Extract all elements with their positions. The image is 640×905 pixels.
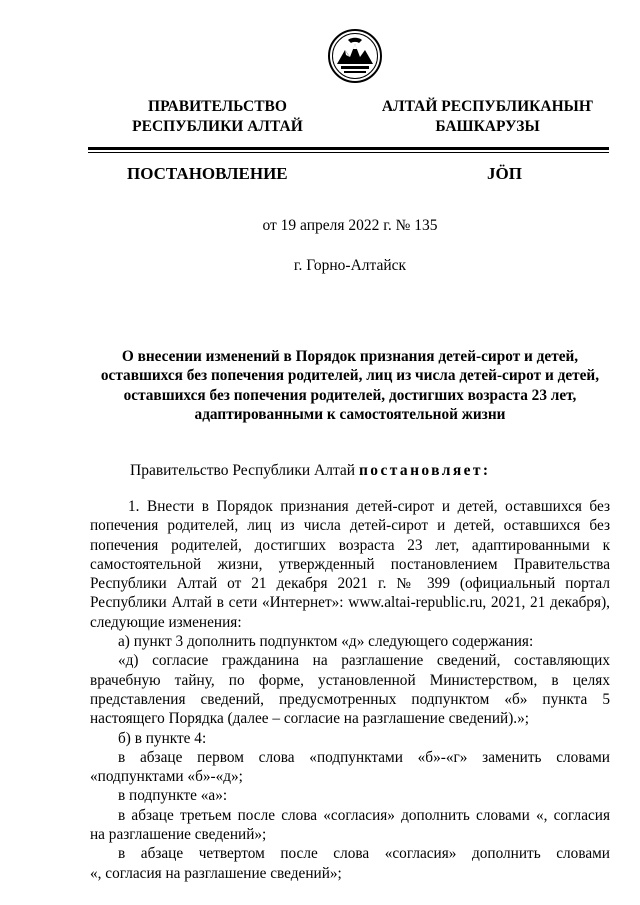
header-divider-thick [88,147,609,150]
body-line: попечения родителей, лиц из числа детей-сирот и детей, оставшихся без [90,517,610,535]
title-line: адаптированными к самостоятельной жизни [194,405,506,423]
document-city: г. Горно-Алтайск [293,257,407,274]
body-line: «, согласия на разглашение сведений»; [90,864,342,882]
republic-altai-coat-of-arms-icon [328,28,382,84]
body-line: Республики Алтай в сети «Интернет»: www.altai-republic.ru, 2021, 21 декабря), [90,594,610,612]
body-line: в абзаце третьем после слова «согласия» дополнить словами «, согласия [118,806,610,824]
preamble-decree-word: постановляет: [358,462,491,479]
government-name-russian [110,97,325,137]
title-line: оставшихся без попечения родителей, лиц из числа детей-сирот и детей, [100,367,600,385]
body-line: б) в пункте 4: [118,729,207,747]
document-body [90,497,610,883]
government-name-line: БАШКАРУЗЫ [435,118,540,135]
government-name-line: РЕСПУБЛИКИ АЛТАЙ [132,118,303,135]
body-line: настоящего Порядка (далее – согласие на разглашение сведений).»; [90,710,530,728]
body-line: врачебную тайну, по форме, установленной Министерством, в целях [90,671,610,689]
government-name-line: АЛТАЙ РЕСПУБЛИКАНЫҤ [381,98,594,115]
body-line: самостоятельной жизни, утвержденный постановлением Правительства [90,555,610,573]
body-line: представления сведений, предусмотренных подпунктом «б» пункта 5 [90,690,610,708]
body-line: в абзаце четвертом после слова «согласия» дополнить словами [118,845,610,863]
preamble-lead: Правительство Республики Алтай [130,462,359,479]
body-line: в абзаце первом слова «подпунктами «б»-«г» заменить словами [118,748,610,766]
body-line: в подпункте «а»: [118,787,228,805]
government-name-line: ПРАВИТЕЛЬСТВО [148,98,287,115]
body-line: «д) согласие гражданина на разглашение сведений, составляющих [118,652,610,670]
title-line: О внесении изменений в Порядок признания детей-сирот и детей, [121,348,579,365]
body-line: попечения родителей, достигших возраста 23 лет, адаптированными к [90,536,610,554]
body-line: на разглашение сведений»; [90,826,267,844]
preamble [130,462,490,480]
body-line: а) пункт 3 дополнить подпунктом «д» следующего содержания: [118,633,534,651]
body-line: 1. Внести в Порядок признания детей-сирот и детей, оставшихся без [128,498,610,515]
title-line: оставшихся без попечения родителей, достигших возраста 23 лет, [123,386,577,404]
document-title [90,347,610,424]
header-divider-thin [88,152,609,153]
government-name-altai [380,97,595,137]
body-line: следующие изменения: [90,613,242,631]
document-type-russian: ПОСТАНОВЛЕНИЕ [127,164,288,183]
document-date-number: от 19 апреля 2022 г. № 135 [262,217,438,234]
body-line: Республики Алтай от 21 декабря 2021 г. № 399 (официальный портал [90,575,610,593]
body-line: «подпунктами «б»-«д»; [90,768,243,786]
document-type-altai: JӦП [487,164,522,183]
